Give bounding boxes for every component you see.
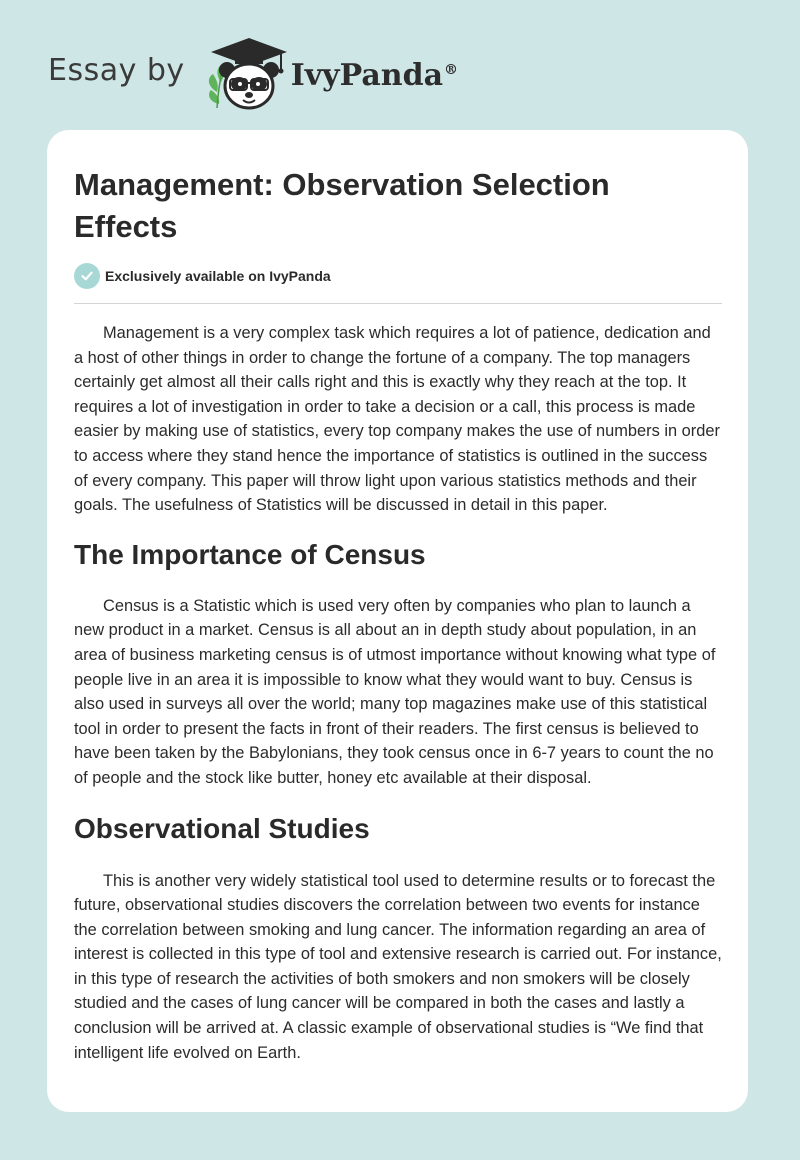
- essay-body: [74, 318, 724, 1065]
- registered-mark: ®: [444, 61, 459, 78]
- essay-title: Management: Observation Selection Effects: [74, 167, 610, 244]
- census-paragraph: Census is a Statistic which is used very often by companies who plan to launch a new product in a market. Census is all about an in depth study about population, in an area of business marketing census is of utmost importance without knowing what type of people live in an area it is impossible to know what they would want to buy. Census is also used in surveys all over the world; many top magazines make use of this statistical tool in order to present the facts in front of their readers. The first census is believed to have been taken by the Babylonians, they took census once in 6-7 years to count the no of people and the stock like butter, honey etc available at their disposal.: [74, 596, 716, 787]
- section-heading-observational: Observational Studies: [74, 812, 370, 844]
- brand-name[interactable]: [291, 58, 458, 93]
- essay-card: [47, 130, 748, 1112]
- check-circle-icon: [74, 263, 100, 289]
- exclusive-badge: [74, 263, 331, 289]
- panda-graduate-icon[interactable]: [199, 34, 295, 114]
- section-heading-census: The Importance of Census: [74, 538, 426, 570]
- brand-prefix: Essay by: [48, 52, 185, 88]
- brand-header: [48, 34, 508, 114]
- exclusive-badge-label: Exclusively available on IvyPanda: [105, 268, 331, 284]
- brand-name-text: IvyPanda: [290, 57, 444, 93]
- observational-paragraph: This is another very widely statistical tool used to determine results or to forecast the future, observational studies discovers the correlation between two events for instance the correlation between smoking and lung cancer. The information regarding an area of interest is collected in this type of tool and extensive research is carried out. For instance, in this type of research the activities of both smokers and non smokers will be closely studied and the cases of lung cancer will be compared in both the cases and lastly a conclusion will be arrived at. A classic example of observational studies is “We find that intelligent life evolved on Earth.: [74, 871, 722, 1062]
- intro-paragraph: Management is a very complex task which requires a lot of patience, dedication and a host of other things in order to change the fortune of a company. The top managers certainly get almost all their calls right and this is exactly why they reach at the top. It requires a lot of investigation in order to take a decision or a call, this process is made easier by making use of statistics, every top company makes the use of numbers in order to access where they stand hence the importance of statistics is outlined in the success of every company. This paper will throw light upon various statistics methods and their goals. The usefulness of Statistics will be discussed in detail in this paper.: [74, 324, 720, 515]
- title-divider: [74, 303, 722, 304]
